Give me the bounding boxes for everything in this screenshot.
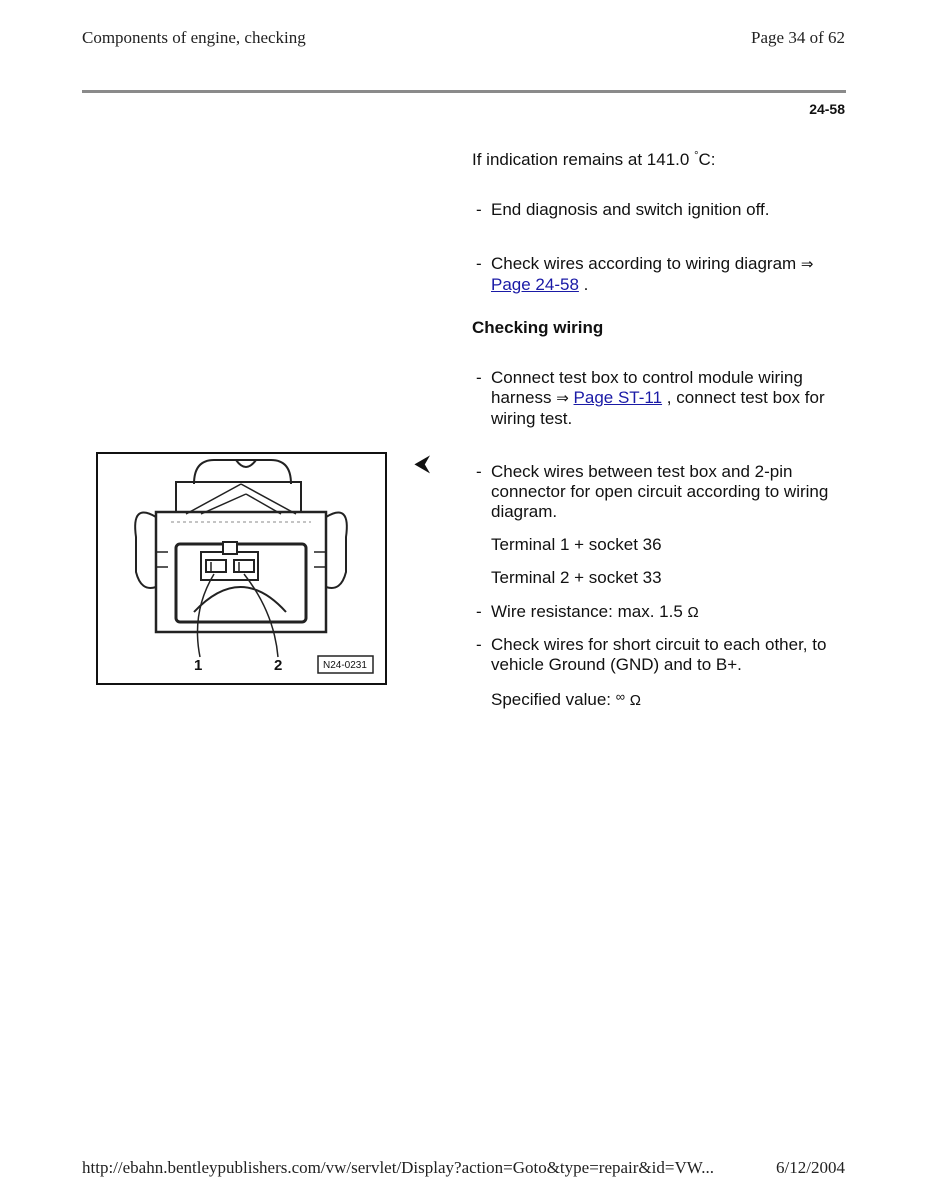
step-text-line2: vehicle Ground (GND) and to B+. xyxy=(491,655,742,674)
heading-checking-wiring: Checking wiring xyxy=(472,318,604,337)
arrow-right-icon: ⇒ xyxy=(556,390,569,407)
connector-figure xyxy=(96,452,387,685)
step-text: Check wires for short circuit to each other, to xyxy=(491,635,827,654)
step-text-line3: wiring test. xyxy=(491,409,573,428)
step-text-line2 xyxy=(491,275,846,295)
intro-suffix: C: xyxy=(698,150,716,169)
step-text: Check wires between test box and 2-pin xyxy=(491,462,793,481)
degree-symbol: ° xyxy=(694,150,699,162)
resistance-text: Wire resistance: max. 1.5 xyxy=(491,602,683,621)
terminal-2-text: Terminal 2 + socket 33 xyxy=(491,568,662,587)
ohm-symbol: Ω xyxy=(629,692,641,709)
bullet-dash: - xyxy=(476,200,482,219)
step-text-line2 xyxy=(491,388,846,409)
bullet-dash: - xyxy=(476,254,482,273)
arrow-right-icon: ⇒ xyxy=(800,256,814,273)
header-rule xyxy=(82,90,846,93)
step-text-line3: diagram. xyxy=(491,502,558,521)
pin-1-label: 1 xyxy=(194,657,203,674)
terminal-1-info xyxy=(472,535,846,555)
step-check-short-circuit xyxy=(472,635,846,675)
section-page-number: 24-58 xyxy=(809,101,845,117)
step-check-wires xyxy=(472,254,846,295)
step3-prefix: harness xyxy=(491,388,552,407)
link-page-st-11[interactable]: Page ST-11 xyxy=(573,388,663,407)
step-text: Connect test box to control module wiring xyxy=(491,368,803,387)
spec-prefix: Specified value: xyxy=(491,690,612,709)
footer-date: 6/12/2004 xyxy=(776,1158,845,1177)
intro-prefix: If indication remains at 141.0 xyxy=(472,150,690,169)
step-wire-resistance xyxy=(472,602,846,623)
step-end-diagnosis xyxy=(472,200,846,220)
ohm-symbol: Ω xyxy=(687,604,699,621)
terminal-2-info xyxy=(472,568,846,588)
step2-prefix: Check wires according to wiring diagram xyxy=(491,254,797,273)
pin-2-label: 2 xyxy=(274,657,283,674)
intro-text xyxy=(472,150,716,172)
step-text xyxy=(491,254,846,275)
infinity-symbol: ∞ xyxy=(615,690,626,704)
step3-suffix: , connect test box for xyxy=(666,388,825,407)
specified-value-text xyxy=(491,690,846,711)
footer-url: http://ebahn.bentleypublishers.com/vw/servlet/Display?action=Goto&type=repair&id=VW... xyxy=(82,1158,714,1177)
bullet-dash: - xyxy=(476,368,482,387)
step-text xyxy=(491,602,846,623)
instructions xyxy=(472,150,846,720)
step-connect-test-box xyxy=(472,368,846,429)
document-title: Components of engine, checking xyxy=(82,28,306,47)
figure-code: N24-0231 xyxy=(323,660,367,671)
step2-end: . xyxy=(583,275,589,294)
step-text: End diagnosis and switch ignition off. xyxy=(491,200,770,219)
specified-value xyxy=(472,690,846,711)
terminal-1-text: Terminal 1 + socket 36 xyxy=(491,535,662,554)
step-text-line2: connector for open circuit according to wiring xyxy=(491,482,829,501)
page-info: Page 34 of 62 xyxy=(751,28,845,47)
bullet-dash: - xyxy=(476,602,482,621)
connector-diagram xyxy=(96,452,387,685)
bullet-dash: - xyxy=(476,462,482,481)
step-check-open-circuit xyxy=(472,462,846,522)
bullet-dash: - xyxy=(476,635,482,654)
link-page-24-58[interactable]: Page 24-58 xyxy=(491,275,579,294)
figure-pointer-icon: ⮜ xyxy=(415,453,430,475)
